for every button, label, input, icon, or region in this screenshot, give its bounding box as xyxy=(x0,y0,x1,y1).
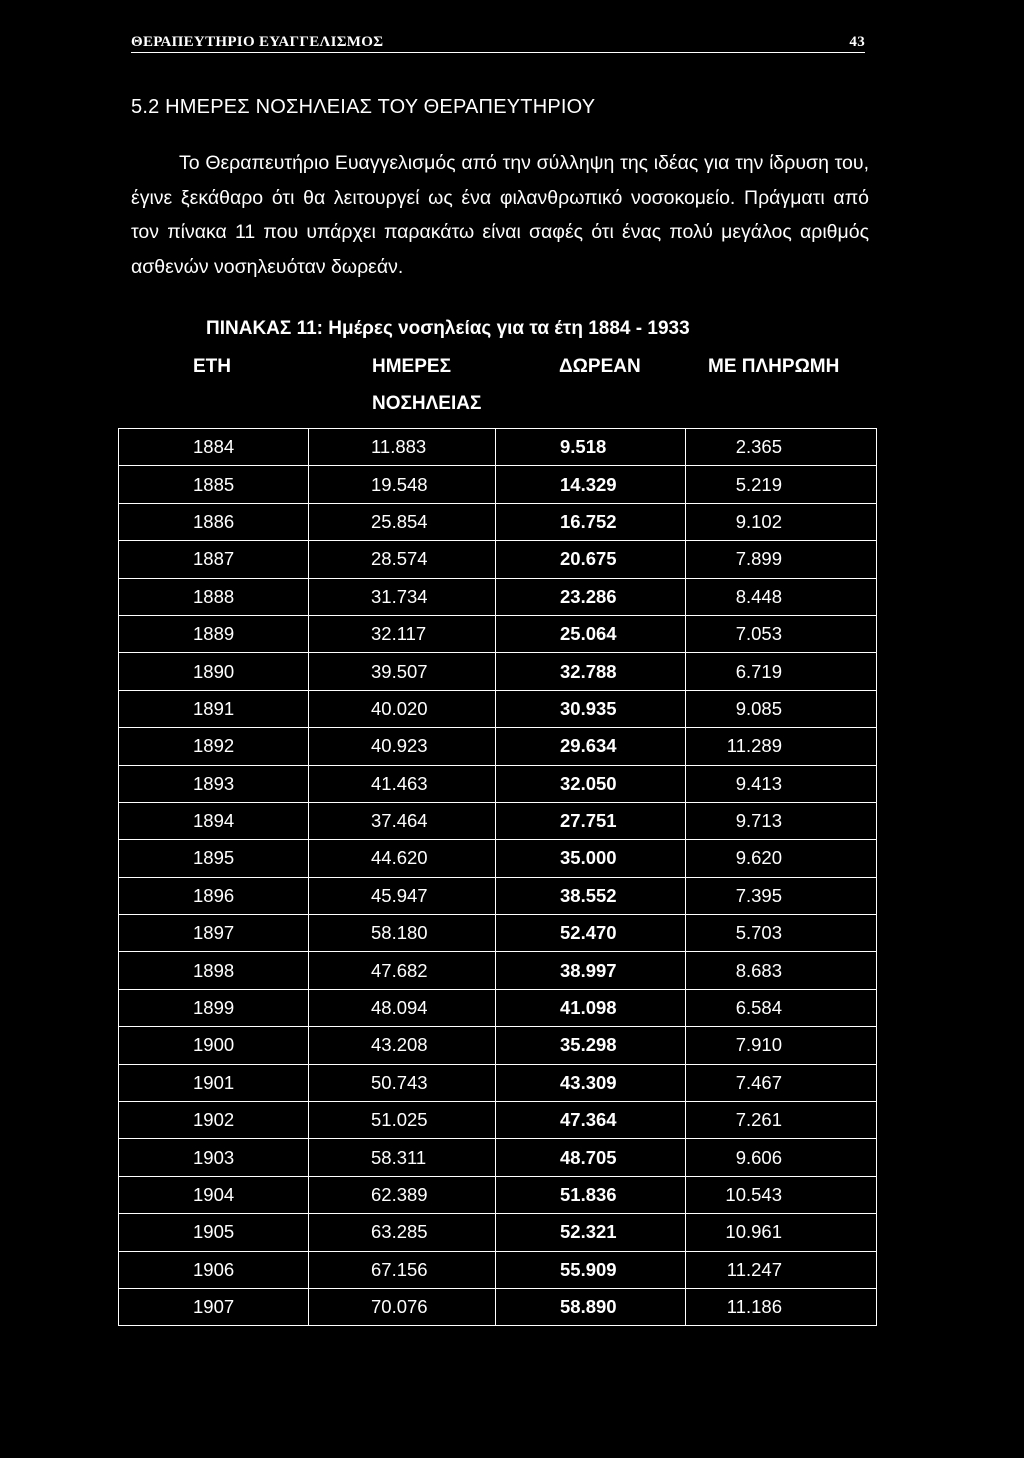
cell-free: 43.309 xyxy=(496,1064,686,1101)
table-row xyxy=(119,728,877,765)
cell-days: 40.923 xyxy=(309,728,496,765)
cell-year: 1894 xyxy=(119,802,309,839)
cell-year: 1892 xyxy=(119,728,309,765)
table-row xyxy=(119,1027,877,1064)
cell-free: 38.552 xyxy=(496,877,686,914)
cell-free: 23.286 xyxy=(496,578,686,615)
cell-free: 9.518 xyxy=(496,429,686,466)
cell-days: 11.883 xyxy=(309,429,496,466)
hospitalization-days-table xyxy=(118,428,877,1326)
cell-free: 58.890 xyxy=(496,1288,686,1325)
table-row xyxy=(119,765,877,802)
table-row xyxy=(119,541,877,578)
table-row xyxy=(119,653,877,690)
cell-year: 1895 xyxy=(119,840,309,877)
cell-year: 1904 xyxy=(119,1176,309,1213)
table-row xyxy=(119,466,877,503)
cell-days: 58.180 xyxy=(309,915,496,952)
cell-days: 41.463 xyxy=(309,765,496,802)
cell-year: 1906 xyxy=(119,1251,309,1288)
cell-days: 19.548 xyxy=(309,466,496,503)
cell-free: 48.705 xyxy=(496,1139,686,1176)
cell-days: 32.117 xyxy=(309,615,496,652)
cell-free: 32.050 xyxy=(496,765,686,802)
cell-days: 62.389 xyxy=(309,1176,496,1213)
table-row xyxy=(119,1102,877,1139)
cell-year: 1888 xyxy=(119,578,309,615)
table-caption: ΠΙΝΑΚΑΣ 11: Ημέρες νοσηλείας για τα έτη 1884 - 1933 xyxy=(206,318,690,339)
cell-paid: 7.467 xyxy=(686,1064,877,1101)
table-row xyxy=(119,840,877,877)
cell-paid: 10.543 xyxy=(686,1176,877,1213)
table-row xyxy=(119,578,877,615)
cell-paid: 2.365 xyxy=(686,429,877,466)
running-head xyxy=(131,34,865,53)
cell-year: 1885 xyxy=(119,466,309,503)
table-row xyxy=(119,429,877,466)
table-body xyxy=(119,429,877,1326)
cell-days: 48.094 xyxy=(309,989,496,1026)
cell-year: 1900 xyxy=(119,1027,309,1064)
table-row xyxy=(119,1214,877,1251)
table-row xyxy=(119,503,877,540)
cell-paid: 11.289 xyxy=(686,728,877,765)
cell-free: 52.321 xyxy=(496,1214,686,1251)
cell-days: 40.020 xyxy=(309,690,496,727)
cell-days: 28.574 xyxy=(309,541,496,578)
header-paid: ΜΕ ΠΛΗΡΩΜΗ xyxy=(708,356,840,377)
cell-year: 1891 xyxy=(119,690,309,727)
cell-days: 58.311 xyxy=(309,1139,496,1176)
cell-year: 1905 xyxy=(119,1214,309,1251)
table-row xyxy=(119,1251,877,1288)
cell-free: 20.675 xyxy=(496,541,686,578)
cell-free: 30.935 xyxy=(496,690,686,727)
cell-free: 32.788 xyxy=(496,653,686,690)
header-years: ΕΤΗ xyxy=(193,356,231,377)
cell-year: 1886 xyxy=(119,503,309,540)
cell-year: 1896 xyxy=(119,877,309,914)
cell-free: 29.634 xyxy=(496,728,686,765)
header-free: ΔΩΡΕΑΝ xyxy=(559,356,641,377)
cell-year: 1884 xyxy=(119,429,309,466)
cell-days: 51.025 xyxy=(309,1102,496,1139)
cell-year: 1889 xyxy=(119,615,309,652)
cell-free: 16.752 xyxy=(496,503,686,540)
cell-paid: 11.247 xyxy=(686,1251,877,1288)
table-row xyxy=(119,1176,877,1213)
cell-paid: 9.713 xyxy=(686,802,877,839)
header-days-line2: ΝΟΣΗΛΕΙΑΣ xyxy=(372,393,482,414)
cell-days: 31.734 xyxy=(309,578,496,615)
cell-paid: 9.085 xyxy=(686,690,877,727)
cell-days: 39.507 xyxy=(309,653,496,690)
cell-paid: 9.620 xyxy=(686,840,877,877)
cell-year: 1898 xyxy=(119,952,309,989)
table-row xyxy=(119,690,877,727)
cell-free: 27.751 xyxy=(496,802,686,839)
cell-free: 35.298 xyxy=(496,1027,686,1064)
cell-paid: 7.053 xyxy=(686,615,877,652)
cell-year: 1887 xyxy=(119,541,309,578)
table-row xyxy=(119,915,877,952)
cell-free: 52.470 xyxy=(496,915,686,952)
cell-paid: 6.584 xyxy=(686,989,877,1026)
cell-days: 44.620 xyxy=(309,840,496,877)
cell-days: 70.076 xyxy=(309,1288,496,1325)
cell-days: 47.682 xyxy=(309,952,496,989)
cell-days: 50.743 xyxy=(309,1064,496,1101)
cell-paid: 8.683 xyxy=(686,952,877,989)
cell-free: 14.329 xyxy=(496,466,686,503)
cell-year: 1907 xyxy=(119,1288,309,1325)
cell-free: 51.836 xyxy=(496,1176,686,1213)
cell-days: 25.854 xyxy=(309,503,496,540)
cell-paid: 5.219 xyxy=(686,466,877,503)
cell-paid: 11.186 xyxy=(686,1288,877,1325)
cell-year: 1897 xyxy=(119,915,309,952)
cell-days: 67.156 xyxy=(309,1251,496,1288)
cell-paid: 7.395 xyxy=(686,877,877,914)
table-row xyxy=(119,952,877,989)
table-row xyxy=(119,989,877,1026)
cell-paid: 7.261 xyxy=(686,1102,877,1139)
cell-year: 1890 xyxy=(119,653,309,690)
header-days: ΗΜΕΡΕΣ xyxy=(372,356,451,377)
cell-paid: 9.413 xyxy=(686,765,877,802)
cell-paid: 7.910 xyxy=(686,1027,877,1064)
cell-paid: 9.102 xyxy=(686,503,877,540)
cell-free: 41.098 xyxy=(496,989,686,1026)
cell-paid: 8.448 xyxy=(686,578,877,615)
cell-year: 1899 xyxy=(119,989,309,1026)
cell-year: 1903 xyxy=(119,1139,309,1176)
body-paragraph: Το Θεραπευτήριο Ευαγγελισμός από την σύλληψη της ιδέας για την ίδρυση του, έγινε ξεκάθαρο ότι θα λειτουργεί ως ένα φιλανθρωπικό νοσοκομείο. Πράγματι από τον πίνακα 11 που υπάρχει παρακάτω είναι σαφές ότι ένας πολύ μεγάλος αριθμός ασθενών νοσηλευόταν δωρεάν. xyxy=(131,152,869,278)
table-row xyxy=(119,615,877,652)
cell-free: 25.064 xyxy=(496,615,686,652)
cell-free: 35.000 xyxy=(496,840,686,877)
section-title: 5.2 ΗΜΕΡΕΣ ΝΟΣΗΛΕΙΑΣ ΤΟΥ ΘΕΡΑΠΕΥΤΗΡΙΟΥ xyxy=(131,96,596,118)
table-row xyxy=(119,1288,877,1325)
cell-paid: 9.606 xyxy=(686,1139,877,1176)
cell-days: 37.464 xyxy=(309,802,496,839)
cell-free: 55.909 xyxy=(496,1251,686,1288)
cell-paid: 7.899 xyxy=(686,541,877,578)
cell-paid: 10.961 xyxy=(686,1214,877,1251)
cell-paid: 5.703 xyxy=(686,915,877,952)
page-number: 43 xyxy=(849,34,865,50)
table-row xyxy=(119,1139,877,1176)
table-row xyxy=(119,877,877,914)
cell-free: 38.997 xyxy=(496,952,686,989)
table-row xyxy=(119,1064,877,1101)
cell-days: 45.947 xyxy=(309,877,496,914)
cell-free: 47.364 xyxy=(496,1102,686,1139)
table-row xyxy=(119,802,877,839)
cell-year: 1893 xyxy=(119,765,309,802)
cell-year: 1901 xyxy=(119,1064,309,1101)
cell-days: 63.285 xyxy=(309,1214,496,1251)
cell-paid: 6.719 xyxy=(686,653,877,690)
running-head-title: ΘΕΡΑΠΕΥΤΗΡΙΟ ΕΥΑΓΓΕΛΙΣΜΟΣ xyxy=(131,34,384,50)
cell-year: 1902 xyxy=(119,1102,309,1139)
cell-days: 43.208 xyxy=(309,1027,496,1064)
